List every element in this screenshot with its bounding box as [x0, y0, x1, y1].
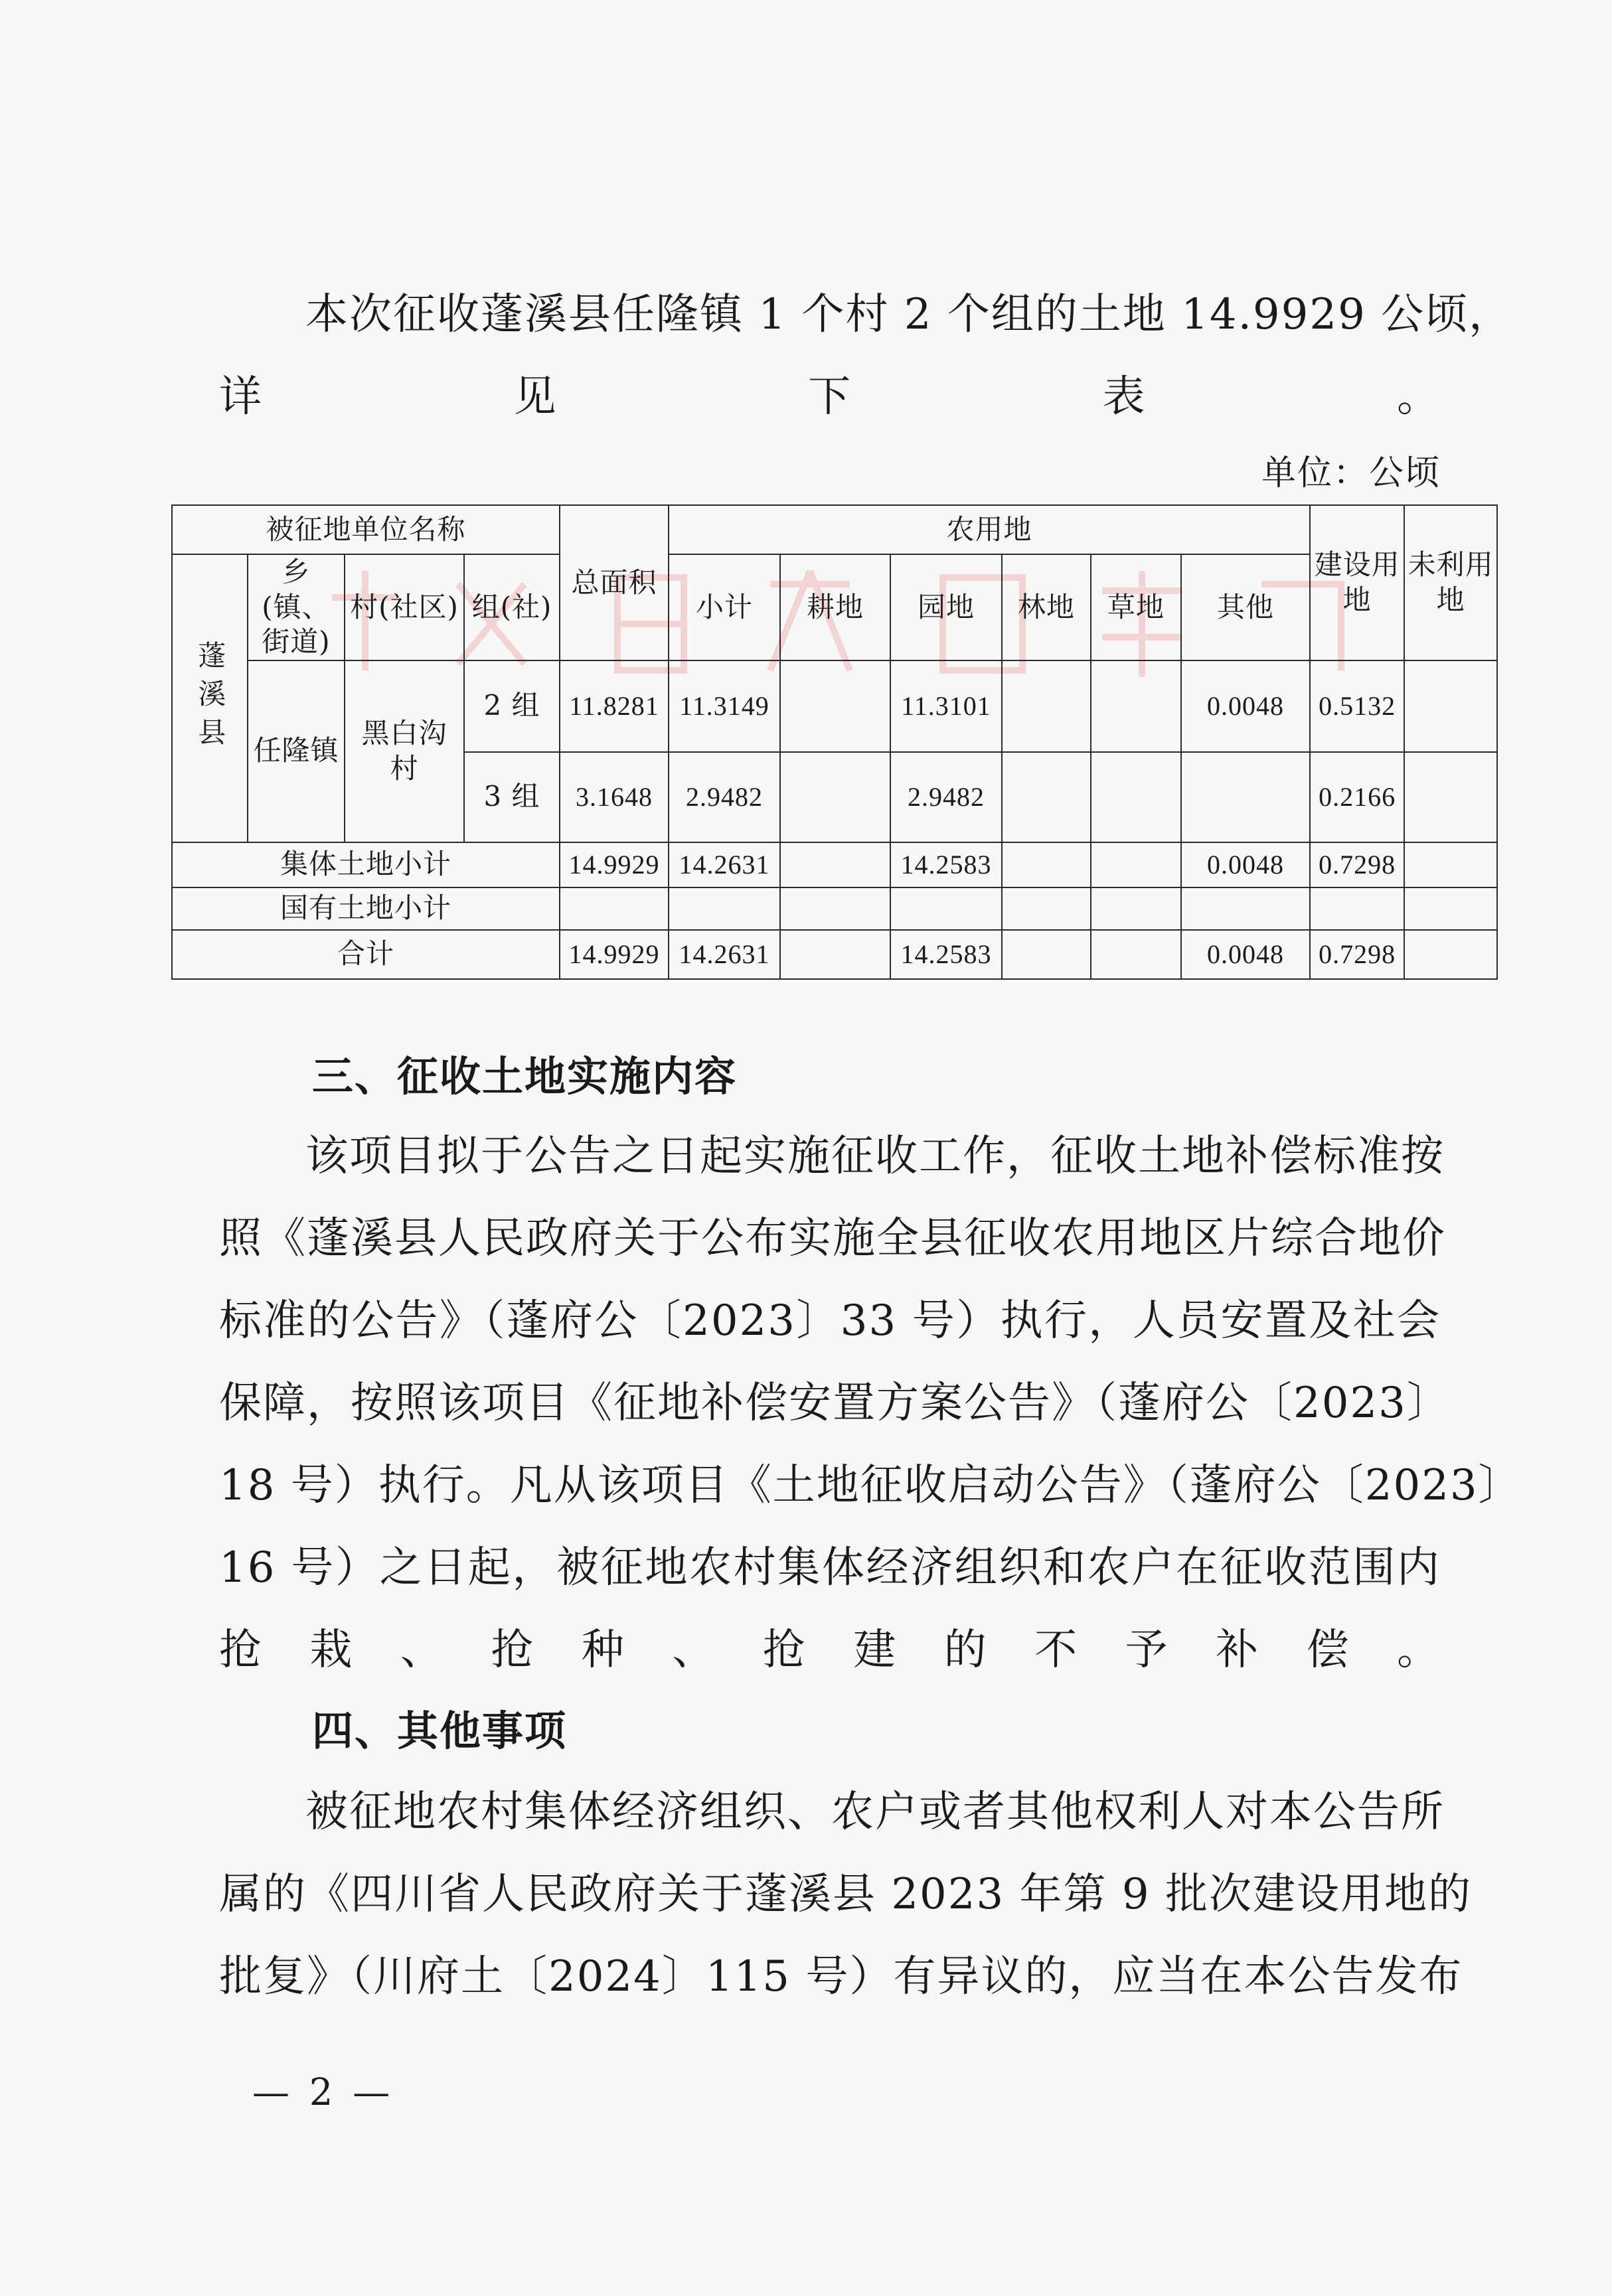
collective-subtotal-row — [172, 842, 1497, 887]
section-3-line: 18 号）执行。凡从该项目《土地征收启动公告》（蓬府公〔2023〕 — [219, 1461, 1522, 1510]
state-subtotal-row — [172, 887, 1497, 930]
arable-cell — [780, 752, 890, 842]
header-garden: 园地 — [890, 554, 1002, 660]
unused-cell — [1404, 930, 1497, 979]
header-forest: 林地 — [1002, 554, 1091, 660]
grass-cell — [1091, 887, 1181, 930]
other-cell — [1181, 887, 1310, 930]
table-row — [172, 660, 1497, 752]
header-town: 乡(镇、街道) — [248, 554, 345, 660]
unused-cell — [1404, 660, 1497, 752]
forest-cell — [1002, 842, 1091, 887]
total-cell — [560, 887, 669, 930]
header-arable: 耕地 — [780, 554, 890, 660]
grass-cell — [1091, 660, 1181, 752]
total-cell: 14.9929 — [560, 842, 669, 887]
section-3-line: 保障，按照该项目《征地补偿安置方案公告》（蓬府公〔2023〕 — [219, 1379, 1451, 1428]
land-acquisition-table — [171, 504, 1498, 980]
header-village: 村(社区) — [345, 554, 464, 660]
subtotal-cell: 14.2631 — [669, 930, 780, 979]
section-3-line: 16 号）之日起，被征地农村集体经济组织和农户在征收范围内 — [219, 1543, 1441, 1592]
subtotal-cell — [669, 887, 780, 930]
construction-cell: 0.7298 — [1310, 930, 1404, 979]
section-3-line: 抢栽、抢种、抢建的不予补偿。 — [219, 1626, 1441, 1675]
header-total-area: 总面积 — [560, 505, 669, 660]
total-row — [172, 930, 1497, 979]
subtotal-cell: 2.9482 — [669, 752, 780, 842]
unused-cell — [1404, 752, 1497, 842]
garden-cell: 14.2583 — [890, 930, 1002, 979]
header-other: 其他 — [1181, 554, 1310, 660]
county-cell: 蓬溪县 — [172, 554, 248, 842]
total-cell: 14.9929 — [560, 930, 669, 979]
garden-cell: 2.9482 — [890, 752, 1002, 842]
other-cell: 0.0048 — [1181, 660, 1310, 752]
subtotal-cell: 14.2631 — [669, 842, 780, 887]
arable-cell — [780, 842, 890, 887]
intro-paragraph — [219, 273, 1513, 438]
unused-cell — [1404, 887, 1497, 930]
section-3-heading: 三、征收土地实施内容 — [312, 1052, 738, 1101]
section-3-line: 标准的公告》（蓬府公〔2023〕33 号）执行，人员安置及社会 — [219, 1296, 1441, 1345]
intro-line-1: 本次征收蓬溪县任隆镇 1 个村 2 个组的土地 14.9929 公顷， — [305, 290, 1513, 339]
section-4-line: 属的《四川省人民政府关于蓬溪县 2023 年第 9 批次建设用地的 — [219, 1870, 1472, 1919]
total-cell: 11.8281 — [560, 660, 669, 752]
total-cell: 3.1648 — [560, 752, 669, 842]
grass-cell — [1091, 752, 1181, 842]
arable-cell — [780, 930, 890, 979]
section-3-body — [219, 1115, 1522, 1691]
forest-cell — [1002, 930, 1091, 979]
construction-cell: 0.5132 — [1310, 660, 1404, 752]
construction-cell: 0.7298 — [1310, 842, 1404, 887]
header-unit-name: 被征地单位名称 — [172, 505, 560, 554]
row-label: 合计 — [172, 930, 560, 979]
page-number: — 2 — — [252, 2071, 394, 2114]
grass-cell — [1091, 842, 1181, 887]
header-unused-land: 未利用地 — [1404, 505, 1497, 660]
intro-line-2: 详见下表。 — [219, 372, 1441, 421]
arable-cell — [780, 887, 890, 930]
other-cell — [1181, 752, 1310, 842]
group-cell: 2 组 — [464, 660, 560, 752]
garden-cell: 11.3101 — [890, 660, 1002, 752]
garden-cell — [890, 887, 1002, 930]
header-grass: 草地 — [1091, 554, 1181, 660]
header-construction-land: 建设用地 — [1310, 505, 1404, 660]
section-3-line: 照《蓬溪县人民政府关于公布实施全县征收农用地区片综合地价 — [219, 1214, 1446, 1263]
arable-cell — [780, 660, 890, 752]
garden-cell: 14.2583 — [890, 842, 1002, 887]
section-4-body — [219, 1771, 1472, 2018]
village-cell: 黑白沟村 — [345, 660, 464, 842]
header-subtotal: 小计 — [669, 554, 780, 660]
grass-cell — [1091, 930, 1181, 979]
forest-cell — [1002, 660, 1091, 752]
row-label: 集体土地小计 — [172, 842, 560, 887]
section-3-line: 该项目拟于公告之日起实施征收工作，征收土地补偿标准按 — [305, 1132, 1445, 1181]
unit-label: 单位：公顷 — [1261, 453, 1441, 493]
section-4-heading: 四、其他事项 — [312, 1707, 568, 1755]
header-agricultural-land: 农用地 — [669, 505, 1310, 554]
town-cell: 任隆镇 — [248, 660, 345, 842]
unused-cell — [1404, 842, 1497, 887]
other-cell: 0.0048 — [1181, 930, 1310, 979]
construction-cell: 0.2166 — [1310, 752, 1404, 842]
forest-cell — [1002, 752, 1091, 842]
section-4-line: 被征地农村集体经济组织、农户或者其他权利人对本公告所 — [305, 1788, 1445, 1837]
header-group: 组(社) — [464, 554, 560, 660]
section-4-line: 批复》（川府土〔2024〕115 号）有异议的，应当在本公告发布 — [219, 1952, 1463, 2001]
forest-cell — [1002, 887, 1091, 930]
group-cell: 3 组 — [464, 752, 560, 842]
row-label: 国有土地小计 — [172, 887, 560, 930]
construction-cell — [1310, 887, 1404, 930]
subtotal-cell: 11.3149 — [669, 660, 780, 752]
other-cell: 0.0048 — [1181, 842, 1310, 887]
